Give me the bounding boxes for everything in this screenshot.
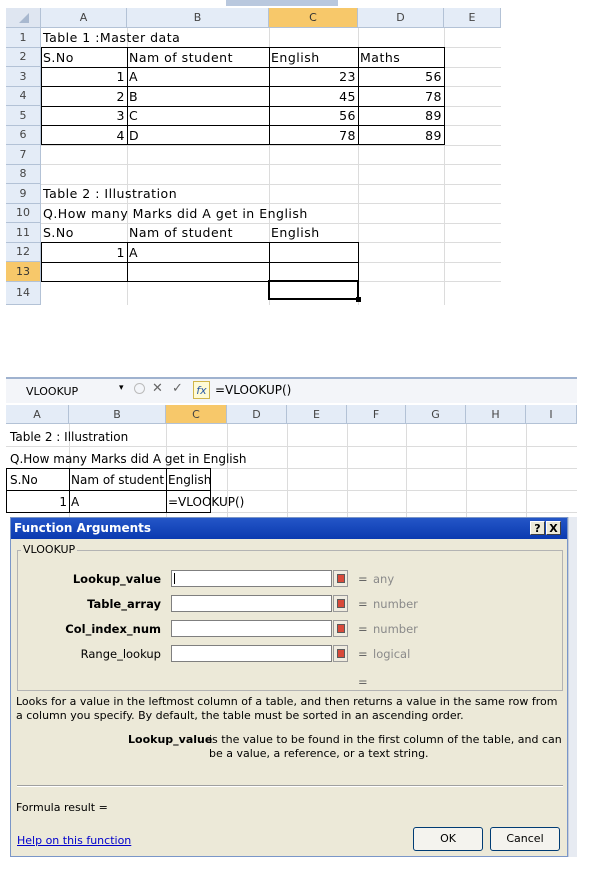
cancel-icon[interactable]: ✕: [152, 381, 163, 396]
active-cell-c13[interactable]: [268, 280, 359, 300]
column-header-c[interactable]: C: [166, 405, 227, 424]
cell-formula-editing[interactable]: =VLOOKUP(): [168, 495, 245, 509]
cell-english[interactable]: 23: [339, 69, 356, 84]
cell-header-sno[interactable]: S.No: [43, 49, 74, 65]
row-header[interactable]: 7: [6, 145, 41, 165]
arg-type-hint: number: [373, 622, 418, 636]
cell-header-english[interactable]: English: [168, 473, 212, 487]
cell-header-name[interactable]: Nam of student: [71, 473, 165, 487]
column-header-h[interactable]: H: [466, 405, 526, 424]
row-header[interactable]: 2: [6, 48, 41, 68]
ok-button[interactable]: OK: [413, 827, 483, 851]
row-header[interactable]: 11: [6, 223, 41, 243]
range-lookup-input[interactable]: [171, 645, 332, 662]
cell-name[interactable]: B: [129, 88, 139, 104]
cell-a1-title[interactable]: Table 1 :Master data: [43, 30, 181, 45]
collapse-dialog-icon[interactable]: [333, 595, 348, 612]
cell-a1-title[interactable]: Table 2 : Illustration: [10, 430, 129, 444]
cell-header-name[interactable]: Nam of student: [129, 49, 233, 65]
insert-function-fx-icon[interactable]: fx: [193, 381, 210, 399]
group-label: VLOOKUP: [23, 543, 76, 556]
close-icon[interactable]: X: [546, 521, 561, 535]
cell-maths[interactable]: 89: [425, 108, 442, 123]
equals-sign: =: [358, 622, 368, 636]
column-header-i[interactable]: I: [526, 405, 577, 424]
vertical-scrollbar[interactable]: [568, 517, 577, 857]
cell-english[interactable]: 45: [339, 88, 356, 104]
column-header-b[interactable]: B: [127, 8, 269, 28]
column-header-c[interactable]: C: [269, 8, 358, 28]
cell-header-english[interactable]: English: [271, 49, 320, 65]
row-header[interactable]: 5: [6, 106, 41, 126]
row-header[interactable]: 1: [6, 28, 41, 48]
dialog-title: Function Arguments: [11, 518, 567, 539]
cell-t2-header-sno[interactable]: S.No: [43, 225, 74, 240]
formula-result-label: Formula result =: [16, 801, 108, 814]
cell-maths[interactable]: 78: [425, 88, 442, 104]
arg-type-hint: any: [373, 572, 395, 586]
row-header[interactable]: 12: [6, 243, 41, 263]
function-description: Looks for a value in the leftmost column of a table, and then returns a value in the same row from a column you specify. By default, the table must be sorted in an ascending order.: [16, 695, 558, 722]
circle-icon: [134, 383, 145, 394]
help-on-function-link[interactable]: Help on this function: [17, 834, 132, 847]
col-index-num-input[interactable]: [171, 620, 332, 637]
equals-sign: =: [358, 572, 368, 586]
cell-a10-question[interactable]: Q.How many Marks did A get in English: [43, 205, 308, 221]
name-box-dropdown-icon[interactable]: ▾: [119, 383, 124, 393]
select-all-corner[interactable]: [6, 8, 41, 28]
top-scroll-strip: [226, 0, 338, 6]
cell-sno[interactable]: 4: [116, 127, 125, 143]
cell-sno[interactable]: 1: [59, 495, 67, 509]
row-header-selected[interactable]: 13: [6, 262, 41, 282]
spreadsheet-master-data: [6, 8, 501, 305]
cell-english[interactable]: 78: [339, 127, 356, 143]
cancel-button[interactable]: Cancel: [490, 827, 560, 851]
cell-name[interactable]: A: [71, 495, 80, 509]
column-header-d[interactable]: D: [358, 8, 444, 28]
cell-english[interactable]: 56: [339, 108, 356, 123]
cell-maths[interactable]: 56: [425, 69, 442, 84]
spreadsheet-with-formula: [6, 377, 577, 517]
column-header-a[interactable]: A: [6, 405, 69, 424]
arg-label-table-array: Table_array: [87, 597, 161, 611]
enter-check-icon[interactable]: ✓: [172, 381, 183, 396]
row-header[interactable]: 6: [6, 126, 41, 146]
cell-name[interactable]: D: [129, 127, 140, 143]
cell-name[interactable]: A: [129, 69, 139, 84]
row-header[interactable]: 14: [6, 282, 41, 305]
divider: [17, 785, 563, 787]
row-header[interactable]: 8: [6, 165, 41, 185]
table-array-input[interactable]: [171, 595, 332, 612]
fill-handle[interactable]: [356, 297, 361, 302]
cell-t2-header-name[interactable]: Nam of student: [129, 225, 233, 240]
cell-a9-title[interactable]: Table 2 : Illustration: [43, 186, 178, 201]
equals-sign: =: [358, 597, 368, 611]
cell-t2-name[interactable]: A: [129, 244, 139, 260]
row-header[interactable]: 3: [6, 67, 41, 87]
cell-t2-sno[interactable]: 1: [116, 244, 125, 260]
cell-sno[interactable]: 1: [116, 69, 125, 84]
collapse-dialog-icon[interactable]: [333, 645, 348, 662]
text-caret: [174, 573, 175, 584]
column-header-g[interactable]: G: [406, 405, 466, 424]
equals-sign: =: [358, 647, 368, 661]
cell-header-maths[interactable]: Maths: [360, 49, 401, 65]
corner-triangle-icon: [16, 12, 30, 24]
arg-type-hint: number: [373, 597, 418, 611]
cell-sno[interactable]: 2: [116, 88, 125, 104]
row-header[interactable]: 4: [6, 87, 41, 107]
result-equals-sign: =: [358, 675, 368, 689]
cell-maths[interactable]: 89: [425, 127, 442, 143]
column-header-a[interactable]: A: [41, 8, 127, 28]
collapse-dialog-icon[interactable]: [333, 620, 348, 637]
arg-label-col-index-num: Col_index_num: [65, 622, 161, 636]
name-box[interactable]: VLOOKUP: [26, 385, 79, 398]
arg-type-hint: logical: [373, 647, 411, 661]
arg-description-name: Lookup_value: [128, 733, 213, 746]
column-header-f[interactable]: F: [347, 405, 406, 424]
lookup-value-input[interactable]: [171, 570, 332, 587]
arg-label-range-lookup: Range_lookup: [80, 647, 161, 661]
arg-description-text: is the value to be found in the first column of the table, and can be a value, a reference, or a text string.: [209, 733, 562, 760]
function-arguments-dialog: [10, 517, 568, 857]
column-header-b[interactable]: B: [69, 405, 166, 424]
formula-bar: [6, 377, 577, 403]
formula-text[interactable]: =VLOOKUP(): [215, 383, 292, 397]
column-header-e[interactable]: E: [287, 405, 347, 424]
cell-sno[interactable]: 3: [116, 108, 125, 123]
row-header[interactable]: 9: [6, 184, 41, 204]
cell-t2-header-english[interactable]: English: [271, 225, 320, 240]
row-header[interactable]: 10: [6, 204, 41, 224]
arg-label-lookup-value: Lookup_value: [72, 572, 161, 586]
cell-header-sno[interactable]: S.No: [10, 473, 38, 487]
cell-a2-question[interactable]: Q.How many Marks did A get in English: [10, 452, 247, 466]
column-header-e[interactable]: E: [444, 8, 501, 28]
cell-name[interactable]: C: [129, 108, 139, 123]
help-question-icon[interactable]: ?: [530, 521, 545, 535]
column-header-d[interactable]: D: [227, 405, 287, 424]
collapse-dialog-icon[interactable]: [333, 570, 348, 587]
